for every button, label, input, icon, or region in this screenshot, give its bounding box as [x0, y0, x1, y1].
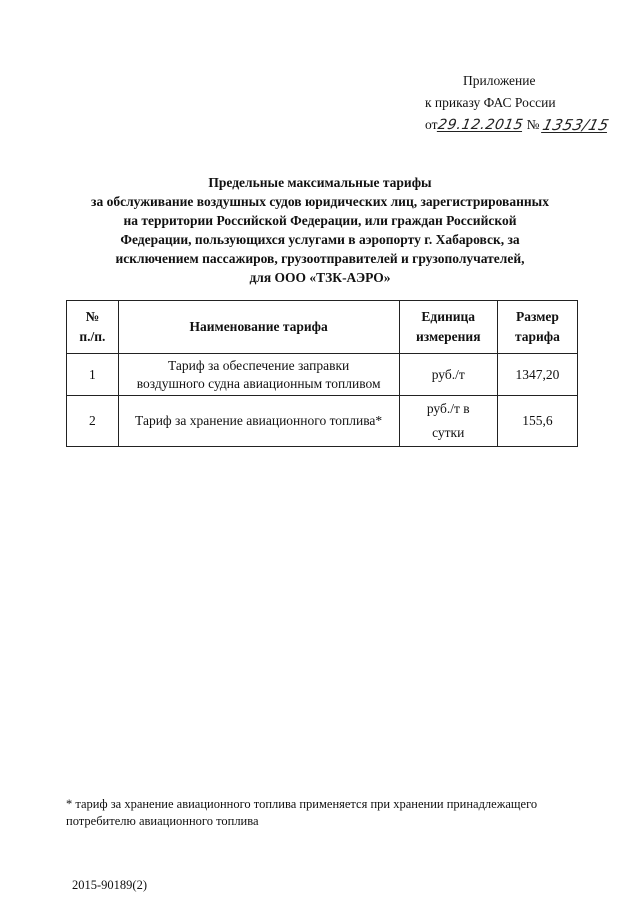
footnote — [66, 796, 586, 830]
document-number: 2015-90189(2) — [72, 878, 147, 892]
number-prefix: № — [526, 117, 540, 132]
title-line: для ООО «ТЗК-АЭРО» — [249, 270, 391, 285]
order-date-number — [425, 114, 625, 136]
title-line: за обслуживание воздушных судов юридических лиц, зарегистрированных — [91, 194, 549, 209]
row-unit-line: сутки — [432, 425, 465, 440]
tariffs-table — [66, 300, 578, 447]
header-num-line: № — [85, 309, 100, 324]
row-unit — [399, 396, 497, 447]
footnote-line: * тариф за хранение авиационного топлива применяется при хранении принадлежащего — [66, 797, 538, 811]
title-line: Предельные максимальные тарифы — [208, 175, 432, 190]
header-unit-line: измерения — [415, 329, 481, 344]
table-row — [67, 354, 578, 396]
row-name — [118, 354, 399, 396]
row-size: 155,6 — [497, 396, 577, 447]
row-name — [118, 396, 399, 447]
order-reference: к приказу ФАС России — [425, 95, 556, 110]
row-num: 1 — [67, 354, 119, 396]
table-row — [67, 396, 578, 447]
header-num — [67, 301, 119, 354]
handwritten-order-number: 1353/15 — [540, 116, 611, 134]
header-unit-line: Единица — [421, 309, 476, 324]
row-name-line: Тариф за обеспечение заправки — [168, 357, 350, 373]
header-size-line: Размер — [515, 309, 559, 324]
header-size — [497, 301, 577, 354]
appendix-label: Приложение — [463, 73, 536, 88]
table-header-row — [67, 301, 578, 354]
footnote-line: потребителю авиационного топлива — [66, 814, 259, 828]
title-line: на территории Российской Федерации, или граждан Российской — [123, 213, 517, 228]
row-size: 1347,20 — [497, 354, 577, 396]
row-unit — [399, 354, 497, 396]
title-line: Федерации, пользующихся услугами в аэропорту г. Хабаровск, за — [120, 232, 520, 247]
header-num-line: п./п. — [79, 329, 106, 344]
row-name-line: Тариф за хранение авиационного топлива* — [135, 413, 383, 428]
row-unit-line: руб./т в — [426, 401, 470, 416]
header-unit — [399, 301, 497, 354]
appendix-block — [425, 70, 625, 136]
date-prefix: от — [425, 117, 438, 132]
row-name-line: воздушного судна авиационным топливом — [136, 375, 381, 391]
row-unit-line: руб./т — [431, 366, 465, 382]
row-num: 2 — [67, 396, 119, 447]
header-name: Наименование тарифа — [118, 301, 399, 354]
document-title — [60, 173, 580, 287]
handwritten-date: 29.12.2015 — [437, 117, 526, 133]
header-size-line: тарифа — [514, 329, 560, 344]
title-line: исключением пассажиров, грузоотправителей и грузополучателей, — [115, 251, 525, 266]
